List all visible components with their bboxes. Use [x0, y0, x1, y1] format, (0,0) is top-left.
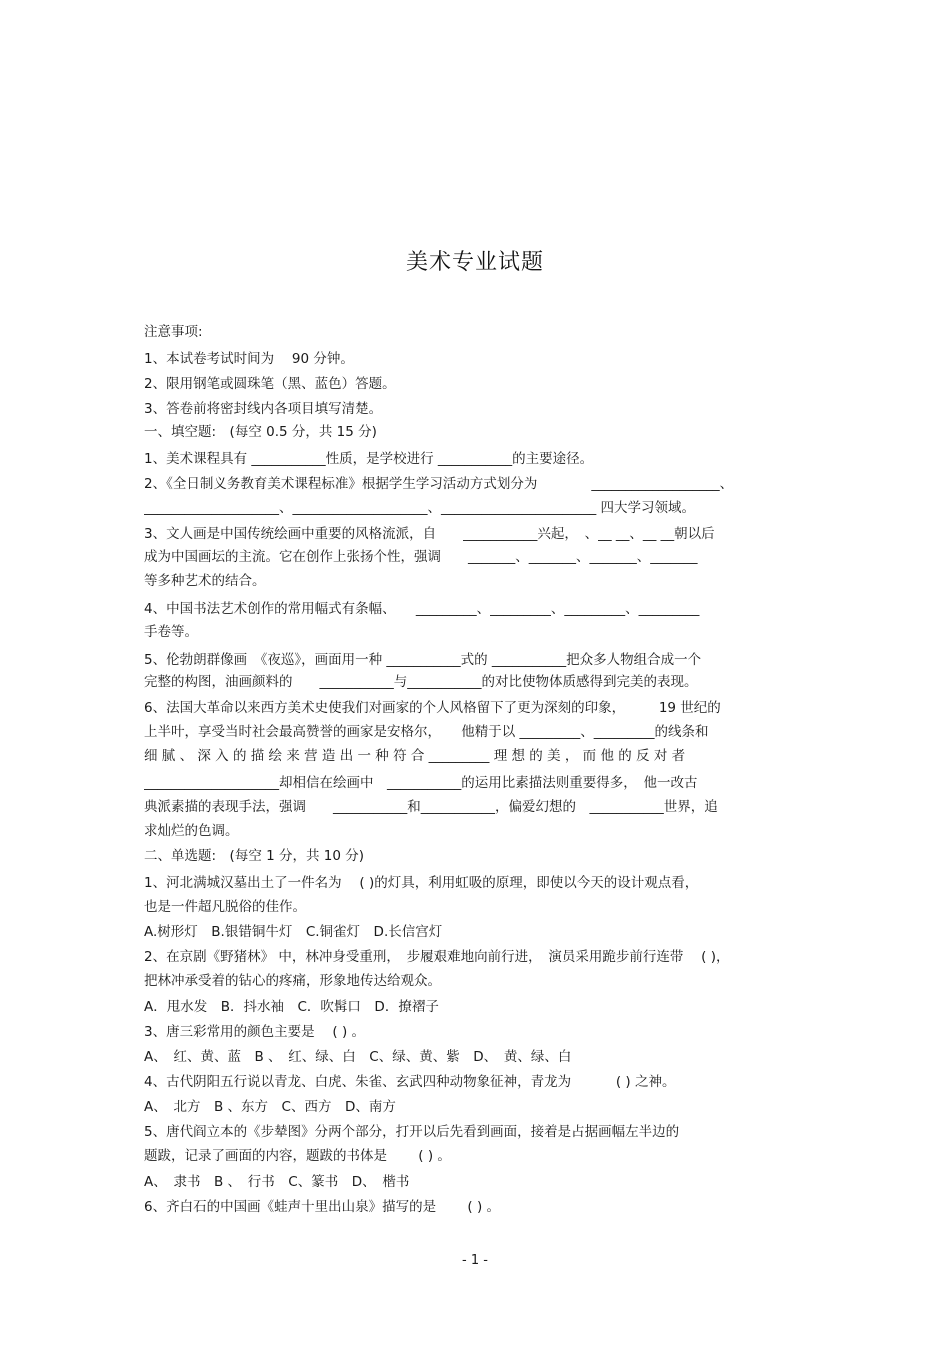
section1-heading: 一、填空题: (每空 0.5 分，共 15 分)	[144, 424, 377, 440]
question-line: 3、唐三彩常用的颜色主要是 ( ) 。	[144, 1024, 365, 1040]
question-line: 6、法国大革命以来西方美术史使我们对画家的个人风格留下了更为深刻的印象， 19 世纪的	[144, 700, 721, 716]
question-line: ____________________、____________________、_______________________ 四大学习领域。	[144, 500, 696, 516]
question-line: 典派素描的表现手法，强调 ___________和___________，偏爱幻想的 ___________世界，追	[144, 799, 718, 815]
question-option: A、 北方 B 、东方 C、西方 D、南方	[144, 1099, 396, 1115]
question-line: 6、齐白石的中国画《蛙声十里出山泉》描写的是 ( ) 。	[144, 1199, 500, 1215]
question-line: 4、古代阴阳五行说以青龙、白虎、朱雀、玄武四种动物象征神，青龙为 ( ) 之神。	[144, 1074, 676, 1090]
question-option: A．甩水发 B．抖水袖 C．吹髯口 D．撩褶子	[144, 999, 439, 1015]
question-line: 1、河北满城汉墓出土了一件名为 ( )的灯具，利用虹吸的原理，即使以今天的设计观点看，	[144, 875, 699, 891]
note-item: 2、限用钢笔或圆珠笔（黑、蓝色）答题。	[144, 376, 396, 392]
question-line: 3、文人画是中国传统绘画中重要的风格流派，自 ___________兴起， 、__ __、__ __朝以后	[144, 526, 715, 542]
question-line: 2、《全日制义务教育美术课程标准》根据学生学习活动方式划分为 ___________________、	[144, 476, 734, 492]
question-line: ____________________却相信在绘画中 ___________的运用比素描法则重要得多， 他一改古	[144, 775, 698, 791]
notes-heading: 注意事项:	[144, 324, 203, 340]
section2-heading: 二、单选题: (每空 1 分，共 10 分)	[144, 848, 365, 864]
page-title: 美术专业试题	[405, 250, 544, 275]
question-line: 2、在京剧《野猪林》 中，林冲身受重刑， 步履艰难地向前行进， 演员采用跪步前行连带 ( )，	[144, 949, 730, 965]
question-line: 等多种艺术的结合。	[144, 573, 266, 589]
note-item: 3、答卷前将密封线内各项目填写清楚。	[144, 401, 383, 417]
question-option: A.树形灯 B.银错铜牛灯 C.铜雀灯 D.长信宫灯	[144, 924, 443, 940]
question-line: 题跋，记录了画面的内容，题跋的书体是 ( ) 。	[144, 1148, 451, 1164]
question-line: 1、美术课程具有 ___________性质，是学校进行 ___________的主要途径。	[144, 451, 594, 467]
question-line: 细 腻 、 深 入 的 描 绘 来 营 造 出 一 种 符 合 _________ 理 想 的 美 ， 而 他 的 反 对 者	[144, 748, 686, 764]
question-line: 4、中国书法艺术创作的常用幅式有条幅、 _________、_________、_________、_________	[144, 601, 700, 617]
question-line: 把林冲承受着的钻心的疼痛，形象地传达给观众。	[144, 973, 441, 989]
page-number: - 1 -	[462, 1253, 488, 1268]
question-line: 5、唐代阎立本的《步辇图》分两个部分，打开以后先看到画面，接着是占据画幅左半边的	[144, 1124, 680, 1140]
question-line: 成为中国画坛的主流。它在创作上张扬个性，强调 _______、_______、_______、_______	[144, 549, 698, 565]
question-line: 手卷等。	[144, 624, 198, 640]
question-option: A、 隶书 B 、 行书 C、篆书 D、 楷书	[144, 1174, 410, 1190]
question-line: 5、伦勃朗群像画 《夜巡》，画面用一种 ___________式的 ___________把众多人物组合成一个	[144, 652, 702, 668]
question-line: 上半叶，享受当时社会最高赞誉的画家是安格尔， 他精于以 _________、_________的线条和	[144, 724, 709, 740]
question-line: 完整的构图，油画颜料的 ___________与___________的对比使物体质感得到完美的表现。	[144, 674, 698, 690]
note-item: 1、本试卷考试时间为 90 分钟。	[144, 351, 354, 367]
question-line: 求灿烂的色调。	[144, 823, 239, 839]
question-line: 也是一件超凡脱俗的佳作。	[144, 899, 306, 915]
question-option: A、 红、黄、蓝 B 、 红、绿、白 C、绿、黄、紫 D、 黄、绿、白	[144, 1049, 572, 1065]
